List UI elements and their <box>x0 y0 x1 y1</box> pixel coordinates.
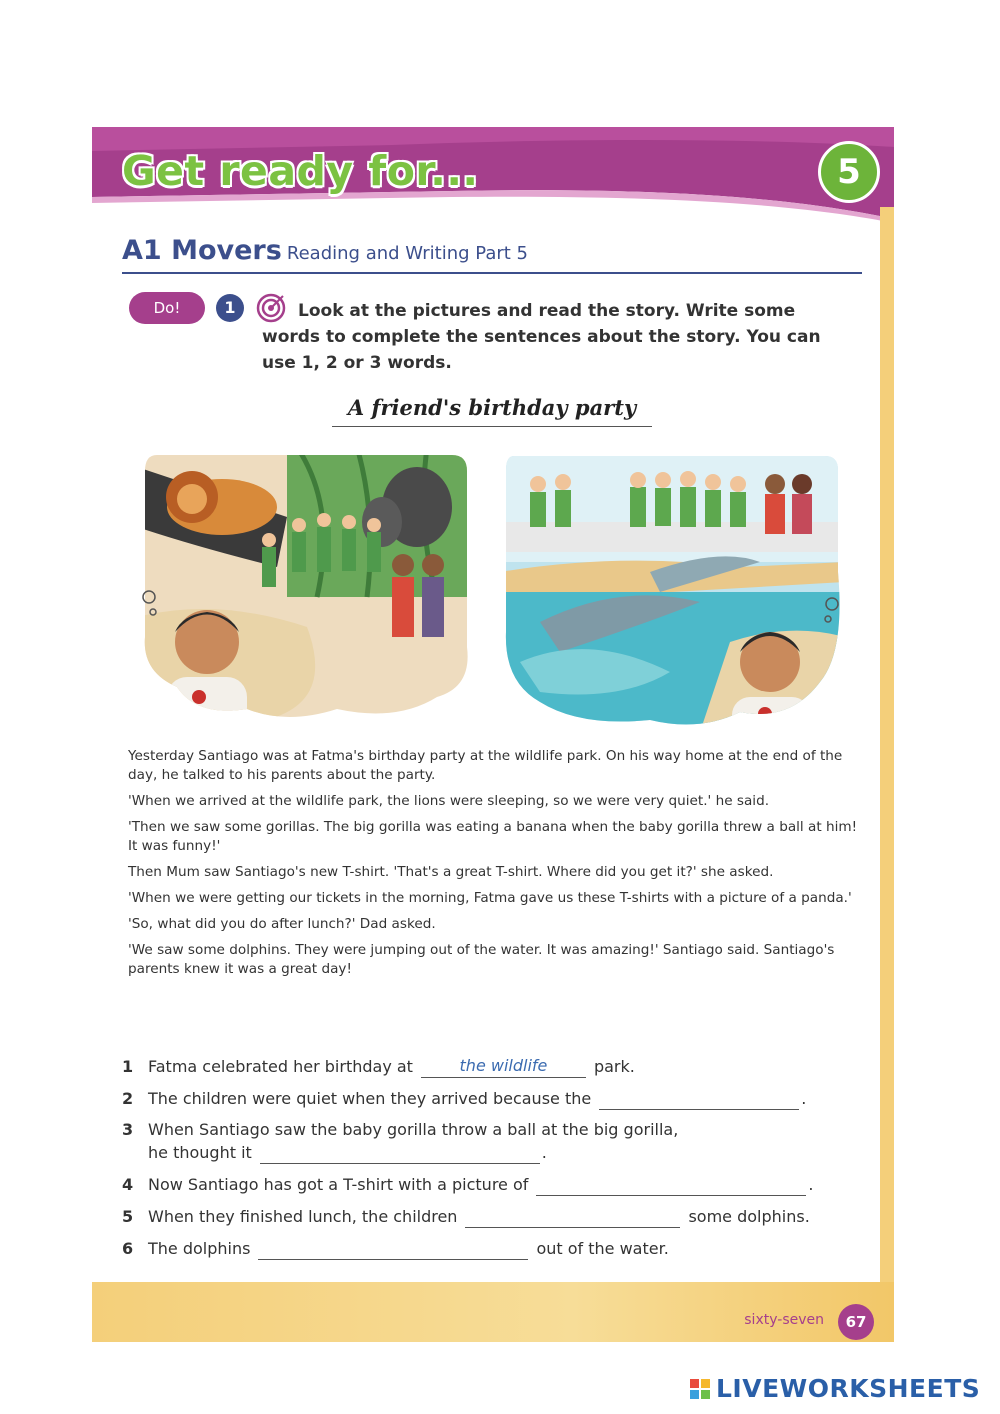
question-2 <box>122 1087 867 1110</box>
question-5 <box>122 1205 867 1228</box>
question-number: 3 <box>122 1120 134 1139</box>
story-paragraph: Yesterday Santiago was at Fatma's birthday party at the wildlife park. On his way home at the end of the day, he talked to his parents about the party. <box>128 748 843 783</box>
answer-blank-4[interactable] <box>536 1173 806 1196</box>
wildlife-park-picture <box>137 447 472 727</box>
question-list <box>122 1055 867 1269</box>
page-number-word: sixty-seven <box>744 1312 824 1328</box>
question-text-line2: he thought it <box>148 1143 252 1162</box>
answer-blank-5[interactable] <box>465 1205 680 1228</box>
do-label: Do! <box>129 292 205 324</box>
question-text: When they finished lunch, the children <box>148 1207 458 1226</box>
section-heading <box>122 235 862 274</box>
dolphin-show-picture <box>500 452 845 732</box>
liveworksheets-logo-icon <box>690 1379 710 1399</box>
question-text-end: park. <box>593 1057 635 1076</box>
question-4 <box>122 1173 867 1196</box>
question-number: 2 <box>122 1089 134 1108</box>
answer-blank-3[interactable] <box>260 1141 540 1164</box>
question-text: When Santiago saw the baby gorilla throw a ball at the big gorilla, <box>148 1120 679 1139</box>
side-band <box>880 207 894 1297</box>
question-text: The children were quiet when they arrived because the <box>148 1089 592 1108</box>
worksheet-page <box>92 127 894 1342</box>
question-text: The dolphins <box>148 1239 251 1258</box>
story-paragraph: 'When we were getting our tickets in the morning, Fatma gave us these T-shirts with a picture of a panda.' <box>128 890 852 906</box>
question-text-end: . <box>801 1089 807 1108</box>
question-3 <box>122 1119 867 1164</box>
instruction-text: Look at the pictures and read the story. Write some words to complete the sentences about the story. You can use 1, 2 or 3 words. <box>262 301 821 373</box>
santiago-face-icon <box>175 610 239 674</box>
story-paragraph: Then Mum saw Santiago's new T-shirt. 'That's a great T-shirt. Where did you get it?' she asked. <box>128 864 774 880</box>
question-text: Fatma celebrated her birthday at <box>148 1057 413 1076</box>
story-paragraph: 'We saw some dolphins. They were jumping out of the water. It was amazing!' Santiago said. Santiago's parents knew it was a great day! <box>128 942 835 977</box>
question-6 <box>122 1237 867 1260</box>
answer-blank-1[interactable]: the wildlife <box>421 1055 586 1078</box>
question-number: 1 <box>122 1057 134 1076</box>
question-text-end: out of the water. <box>536 1239 669 1258</box>
story-paragraph: 'When we arrived at the wildlife park, the lions were sleeping, so we were very quiet.' he said. <box>128 793 770 809</box>
answer-blank-6[interactable] <box>258 1237 528 1260</box>
watermark <box>690 1374 980 1403</box>
exam-part: Reading and Writing Part 5 <box>286 243 528 264</box>
story-paragraph: 'So, what did you do after lunch?' Dad asked. <box>128 916 436 932</box>
exercise-number: 1 <box>216 294 244 322</box>
page-number: 67 <box>838 1304 874 1340</box>
question-number: 4 <box>122 1175 134 1194</box>
question-number: 5 <box>122 1207 134 1226</box>
question-text-end: . <box>541 1143 547 1162</box>
story-text <box>128 747 858 986</box>
story-paragraph: 'Then we saw some gorillas. The big gorilla was eating a banana when the baby gorilla threw a ball at him! It was funny!' <box>128 819 858 854</box>
question-1 <box>122 1055 867 1078</box>
unit-number-badge: 5 <box>818 141 880 203</box>
story-title: A friend's birthday party <box>332 395 652 427</box>
question-number: 6 <box>122 1239 134 1258</box>
question-text-end: some dolphins. <box>688 1207 810 1226</box>
banner-title: Get ready for... <box>122 147 479 195</box>
question-text: Now Santiago has got a T-shirt with a picture of <box>148 1175 529 1194</box>
answer-blank-2[interactable] <box>599 1087 799 1110</box>
exam-name: A1 Movers <box>122 235 282 266</box>
watermark-brand: LIVEWORKSHEETS <box>716 1374 981 1403</box>
question-text-end: . <box>808 1175 814 1194</box>
